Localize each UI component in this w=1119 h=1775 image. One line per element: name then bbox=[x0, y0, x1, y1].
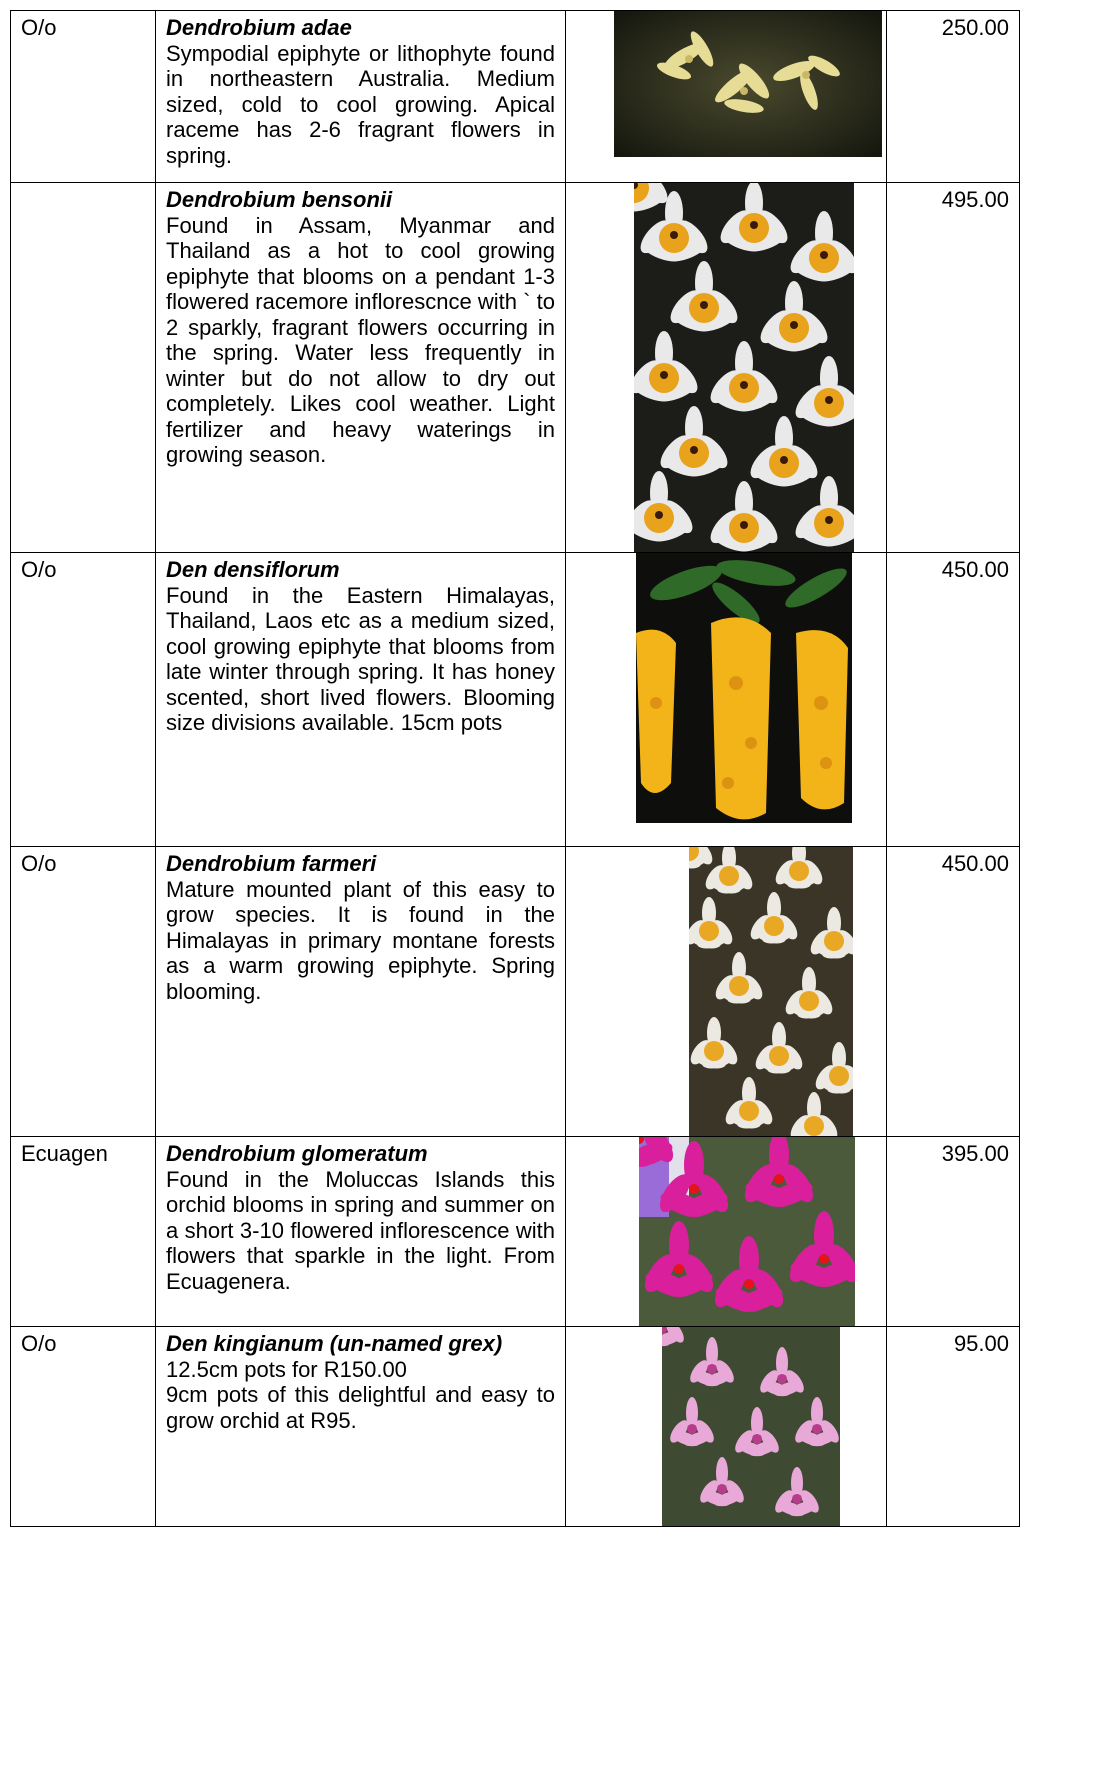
species-name: Dendrobium farmeri bbox=[166, 851, 377, 876]
price-cell: 495.00 bbox=[887, 183, 1020, 553]
image-cell bbox=[566, 183, 887, 553]
photo-white-yellow-orchid bbox=[689, 847, 853, 1137]
photo-yellow-cluster-orchid bbox=[636, 553, 852, 823]
source-cell: O/o bbox=[11, 1327, 156, 1527]
image-cell bbox=[566, 1137, 887, 1327]
image-cell bbox=[566, 553, 887, 847]
price-cell: 450.00 bbox=[887, 553, 1020, 847]
source-cell: O/o bbox=[11, 11, 156, 183]
species-name: Dendrobium adae bbox=[166, 15, 352, 40]
price-cell: 395.00 bbox=[887, 1137, 1020, 1327]
description-cell bbox=[156, 847, 566, 1137]
price-cell: 95.00 bbox=[887, 1327, 1020, 1527]
description-cell bbox=[156, 553, 566, 847]
description-cell bbox=[156, 183, 566, 553]
photo-pink-orchid bbox=[662, 1327, 840, 1527]
price-cell: 250.00 bbox=[887, 11, 1020, 183]
species-description: Found in the Eastern Himalayas, Thailand, Laos etc as a medium sized, cool growing epiphyte that blooms from late winter through spring. It has honey scented, short lived flowers. Blooming size divisions available. 15cm pots bbox=[166, 582, 555, 735]
photo-pale-yellow-orchid bbox=[614, 11, 882, 157]
species-description: Mature mounted plant of this easy to grow species. It is found in the Himalayas in primary montane forests as a warm growing epiphyte. Spring blooming. bbox=[166, 876, 555, 1004]
image-cell bbox=[566, 11, 887, 183]
source-cell bbox=[11, 183, 156, 553]
description-cell bbox=[156, 11, 566, 183]
image-cell bbox=[566, 847, 887, 1137]
description-line: 12.5cm pots for R150.00 bbox=[166, 1356, 407, 1382]
orchid-catalog-table bbox=[10, 10, 1020, 1527]
description-line: 9cm pots of this delightful and easy to grow orchid at R95. bbox=[166, 1382, 555, 1433]
photo-white-orange-orchid bbox=[634, 183, 854, 553]
table-row bbox=[11, 553, 1020, 847]
species-name: Dendrobium bensonii bbox=[166, 187, 393, 212]
species-description: Sympodial epiphyte or lithophyte found in northeastern Australia. Medium sized, cold to cool growing. Apical raceme has 2-6 fragrant flowers in spring. bbox=[166, 40, 555, 168]
source-cell: Ecuagen bbox=[11, 1137, 156, 1327]
species-name: Dendrobium glomeratum bbox=[166, 1141, 428, 1166]
species-name: Den densiflorum bbox=[166, 557, 340, 582]
table-row bbox=[11, 11, 1020, 183]
photo-magenta-orchid bbox=[639, 1137, 855, 1327]
table-row bbox=[11, 1327, 1020, 1527]
description-cell bbox=[156, 1327, 566, 1527]
species-name: Den kingianum (un-named grex) bbox=[166, 1331, 503, 1356]
species-description: Found in the Moluccas Islands this orchid blooms in spring and summer on a short 3-10 flowered inflorescence with flowers that sparkle in the light. From Ecuagenera. bbox=[166, 1166, 555, 1294]
species-description: Found in Assam, Myanmar and Thailand as a hot to cool growing epiphyte that blooms on a pendant 1-3 flowered racemore inflorescnce with ` to 2 sparkly, fragrant flowers occurring in the spring. Water less frequently in winter but do not allow to dry out completely. Likes cool weather. Light fertilizer and heavy waterings in growing season. bbox=[166, 212, 555, 467]
image-cell bbox=[566, 1327, 887, 1527]
description-cell bbox=[156, 1137, 566, 1327]
table-row bbox=[11, 183, 1020, 553]
price-cell: 450.00 bbox=[887, 847, 1020, 1137]
source-cell: O/o bbox=[11, 847, 156, 1137]
table-row bbox=[11, 1137, 1020, 1327]
table-row bbox=[11, 847, 1020, 1137]
source-cell: O/o bbox=[11, 553, 156, 847]
